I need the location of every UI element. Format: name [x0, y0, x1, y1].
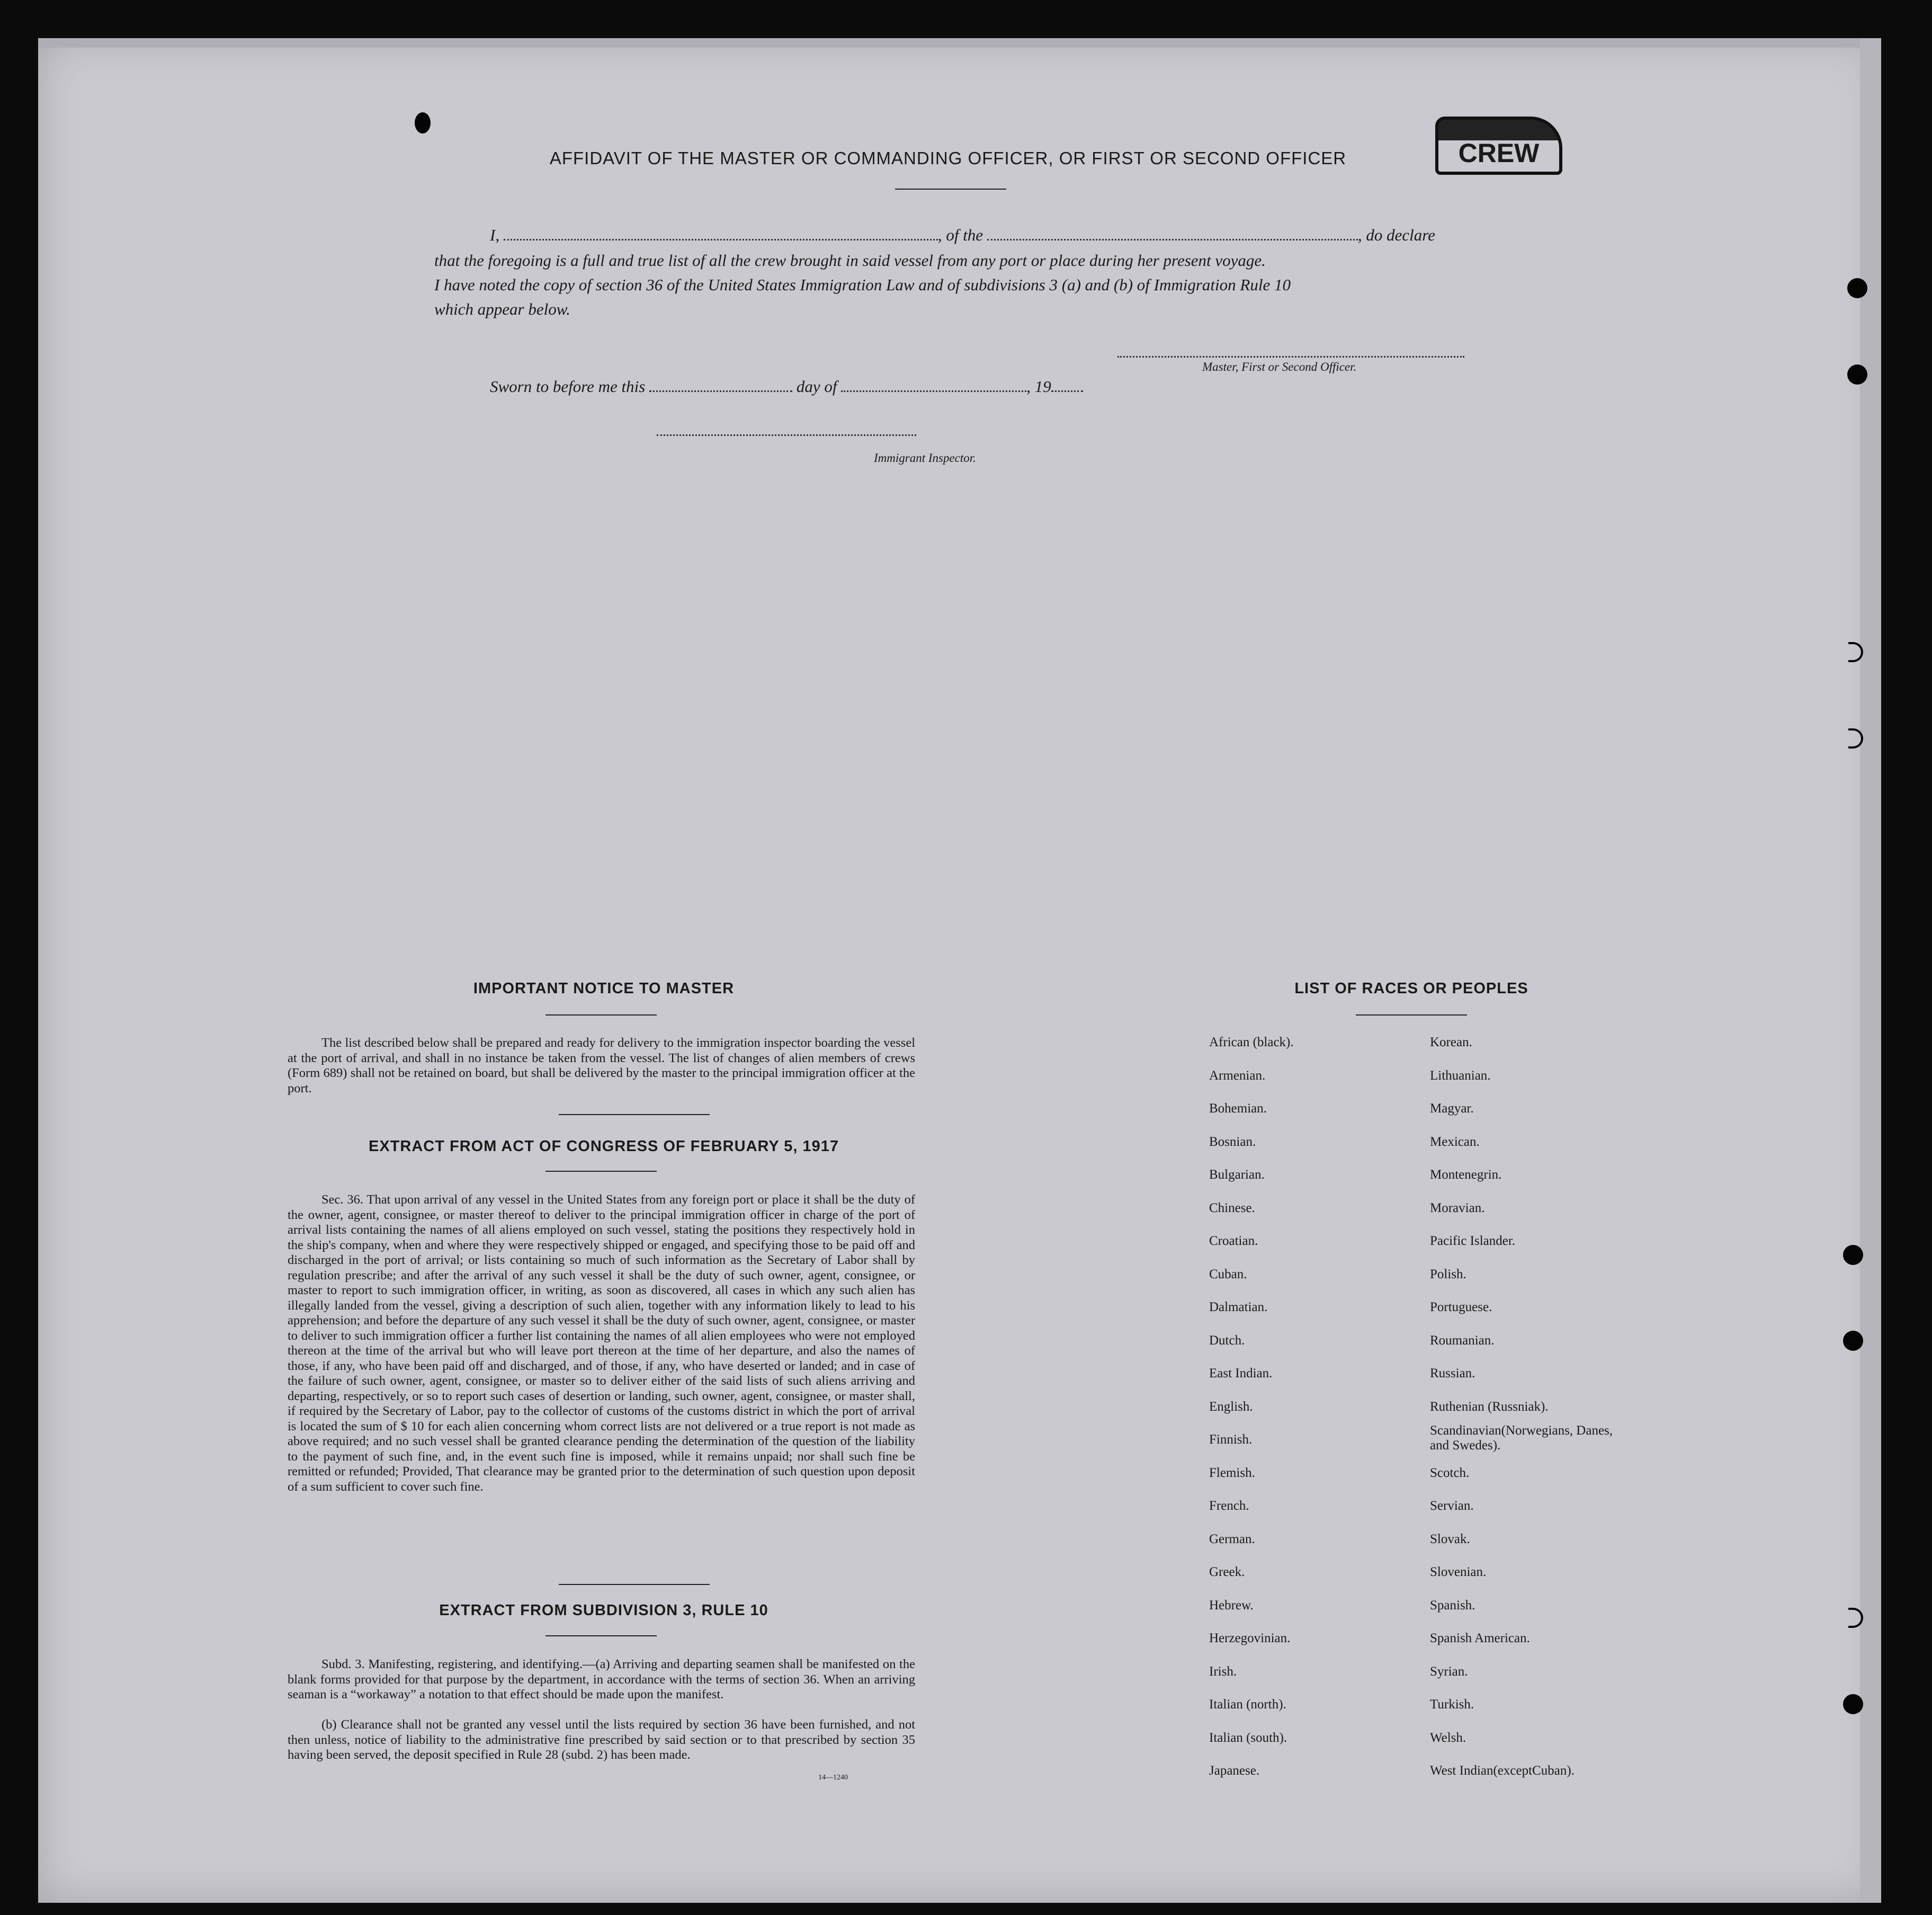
- race-item: Russian.: [1430, 1366, 1475, 1380]
- race-item: Servian.: [1430, 1499, 1474, 1513]
- punch-hole: [1843, 1331, 1863, 1351]
- form-number: 14—1240: [818, 1774, 848, 1782]
- page-right-edge: [1860, 38, 1881, 1903]
- punch-hole: [1843, 1245, 1863, 1265]
- race-item: Portuguese.: [1430, 1300, 1492, 1314]
- year-prefix: , 19: [1026, 377, 1051, 396]
- punch-hole: [1847, 278, 1867, 298]
- crew-stamp: CREW: [1435, 117, 1562, 175]
- declarant-name-field[interactable]: [504, 239, 938, 241]
- race-item: Magyar.: [1430, 1101, 1474, 1116]
- act-text: Sec. 36. That upon arrival of any vessel in the United States from any foreign port or place it shall be the duty of the owner, agent, consignee, or master thereof to deliver to the principal immigration officer in charge of the port of arrival lists containing the names of all aliens employed on such vessel, stating the positions they respectively hold in the ship's company, when and where they were respectively shipped or engaged, and specifying those to be paid off and discharged in the port of arrival; or lists containing so much of such information as the Secretary of Labor shall by regulation prescribe; and after the arrival of any such vessel it shall be the duty of such owner, agent, consignee, or master to report to such immigration officer, in writing, as soon as discovered, all cases in which any such alien has illegally landed from the vessel, giving a description of such alien, together with any information likely to lead to his apprehension; and before the departure of any such vessel it shall be the duty of such owner, agent, consignee, or master to deliver to such immigration officer a further list containing the names of all alien employees who were not employed thereon at the time of the arrival but who will leave port thereon at the time of her departure, and also the names of those, if any, who have been paid off and discharged, and of those, if any, who have deserted or landed; and in case of the failure of such owner, agent, consignee, or master so to deliver either of the said lists of such aliens arriving and departing, respectively, or so to report such cases of desertion or landing, such owner, agent, consignee, or master shall, if required by the Secretary of Labor, pay to the collector of customs of the customs district in which the port of arrival is located the sum of $ 10 for each alien concerning whom correct lists are not delivered or a true report is not made as above required; and no such vessel shall be granted clearance pending the determination of the question of the liability to the payment of such fine, and, in the event such fine is imposed, while it remains unpaid; nor shall such fine be remitted or refunded; Provided, That clearance may be granted prior to the determination of such question upon deposit of a sum sufficient to cover such fine.: [288, 1192, 915, 1494]
- race-item: Moravian.: [1430, 1200, 1485, 1215]
- notice-end-rule: [559, 1114, 710, 1115]
- race-item: Welsh.: [1430, 1730, 1466, 1745]
- declaration-line-1: [490, 222, 1435, 248]
- race-item: English.: [1209, 1399, 1253, 1414]
- race-item: West Indian(exceptCuban).: [1430, 1763, 1575, 1778]
- race-item: Spanish American.: [1430, 1631, 1530, 1645]
- rule-text-a: Subd. 3. Manifesting, registering, and identifying.—(a) Arriving and departing seamen shall be manifested on the blank forms provided for that purpose by the department, in accordance with the terms of section 36. When an arriving seaman is a “workaway” a notation to that effect should be made upon the manifest.: [288, 1657, 915, 1702]
- race-item: Bosnian.: [1209, 1134, 1256, 1149]
- punch-hole: [1843, 1694, 1863, 1714]
- ink-blot: [415, 112, 431, 133]
- declare-label: , do declare: [1357, 226, 1435, 244]
- races-column-2: [1430, 1026, 1631, 1788]
- race-item: Italian (south).: [1209, 1730, 1287, 1745]
- race-item: Spanish.: [1430, 1598, 1475, 1613]
- declaration-line-4: which appear below.: [434, 300, 570, 318]
- race-item: Korean.: [1430, 1035, 1472, 1049]
- race-item: Lithuanian.: [1430, 1068, 1491, 1083]
- race-item: Dutch.: [1209, 1333, 1245, 1348]
- race-item: Bohemian.: [1209, 1101, 1267, 1116]
- race-item: Finnish.: [1209, 1432, 1253, 1447]
- race-item: Slovenian.: [1430, 1565, 1487, 1579]
- race-item: Croatian.: [1209, 1234, 1258, 1248]
- races-title: LIST OF RACES OR PEOPLES: [1294, 980, 1528, 997]
- race-item: Flemish.: [1209, 1465, 1255, 1480]
- race-item: Armenian.: [1209, 1068, 1266, 1083]
- race-item: Dalmatian.: [1209, 1300, 1268, 1314]
- race-item: French.: [1209, 1499, 1249, 1513]
- sworn-year-field[interactable]: [1051, 390, 1083, 392]
- race-item: Pacific Islander.: [1430, 1234, 1516, 1248]
- affidavit-title: AFFIDAVIT OF THE MASTER OR COMMANDING OFFICER, OR FIRST OR SECOND OFFICER: [549, 148, 1347, 168]
- inspector-signature-field[interactable]: [657, 434, 916, 436]
- race-item: Montenegrin.: [1430, 1168, 1502, 1182]
- sworn-line: [490, 374, 1083, 399]
- race-item: Cuban.: [1209, 1267, 1247, 1281]
- race-item: Turkish.: [1430, 1697, 1474, 1712]
- races-column-1: [1209, 1026, 1294, 1788]
- race-item: Bulgarian.: [1209, 1168, 1265, 1182]
- declarant-prefix: I,: [490, 226, 500, 244]
- title-rule: [895, 189, 1006, 190]
- race-item: Chinese.: [1209, 1200, 1255, 1215]
- of-the-label: , of the: [937, 226, 983, 244]
- vessel-name-field[interactable]: [987, 239, 1358, 241]
- notice-text: The list described below shall be prepared and ready for delivery to the immigration inspector boarding the vessel at the port of arrival, and shall in no instance be taken from the vessel. The list of changes of alien members of crews (Form 689) shall not be retained on board, but shall be delivered by the master to the principal immigration officer at the port.: [288, 1036, 915, 1095]
- race-item: Ruthenian (Russniak).: [1430, 1399, 1549, 1414]
- race-item: Japanese.: [1209, 1763, 1260, 1778]
- notice-title-rule: [545, 1014, 657, 1016]
- race-item: Greek.: [1209, 1565, 1245, 1579]
- act-end-rule: [559, 1584, 710, 1585]
- page-top-edge: [38, 38, 1881, 48]
- race-item: East Indian.: [1209, 1366, 1273, 1380]
- sworn-month-field[interactable]: [841, 390, 1026, 392]
- race-item: African (black).: [1209, 1035, 1294, 1049]
- race-item: Roumanian.: [1430, 1333, 1495, 1348]
- act-title: EXTRACT FROM ACT OF CONGRESS OF FEBRUARY 5, 1917: [368, 1138, 839, 1155]
- master-signature-field[interactable]: [1117, 356, 1464, 358]
- sworn-day-field[interactable]: [649, 390, 792, 392]
- race-item: German.: [1209, 1531, 1255, 1546]
- act-title-rule: [545, 1171, 657, 1172]
- day-of-label: day of: [796, 377, 837, 396]
- race-item: Scandinavian(Norwegians, Danes, and Swedes).: [1430, 1423, 1613, 1453]
- race-item: Hebrew.: [1209, 1598, 1254, 1613]
- rule-title: EXTRACT FROM SUBDIVISION 3, RULE 10: [439, 1602, 768, 1619]
- declaration-line-2: that the foregoing is a full and true list of all the crew brought in said vessel from any port or place during her present voyage.: [434, 251, 1266, 270]
- inspector-caption: Immigrant Inspector.: [874, 451, 976, 465]
- race-item: Irish.: [1209, 1664, 1237, 1679]
- races-title-rule: [1356, 1014, 1467, 1016]
- master-signature-caption: Master, First or Second Officer.: [1202, 360, 1357, 373]
- declaration-line-3: I have noted the copy of section 36 of the United States Immigration Law and of subdivisions 3 (a) and (b) of Immigration Rule 10: [434, 275, 1291, 294]
- race-item: Scotch.: [1430, 1465, 1470, 1480]
- race-item: Slovak.: [1430, 1531, 1470, 1546]
- punch-hole: [1847, 364, 1867, 385]
- race-item: Polish.: [1430, 1267, 1466, 1281]
- race-item: Syrian.: [1430, 1664, 1468, 1679]
- race-item: Italian (north).: [1209, 1697, 1286, 1712]
- race-item: Herzegovinian.: [1209, 1631, 1291, 1645]
- rule-title-rule: [545, 1635, 657, 1636]
- race-item: Mexican.: [1430, 1134, 1480, 1149]
- notice-title: IMPORTANT NOTICE TO MASTER: [473, 980, 735, 997]
- sworn-prefix: Sworn to before me this: [490, 377, 646, 396]
- rule-text-b: (b) Clearance shall not be granted any vessel until the lists required by section 36 have been furnished, and not then unless, notice of liability to the administrative fine prescribed by said section or to that prescribed by section 35 having been served, the deposit specified in Rule 28 (subd. 2) has been made.: [288, 1717, 915, 1762]
